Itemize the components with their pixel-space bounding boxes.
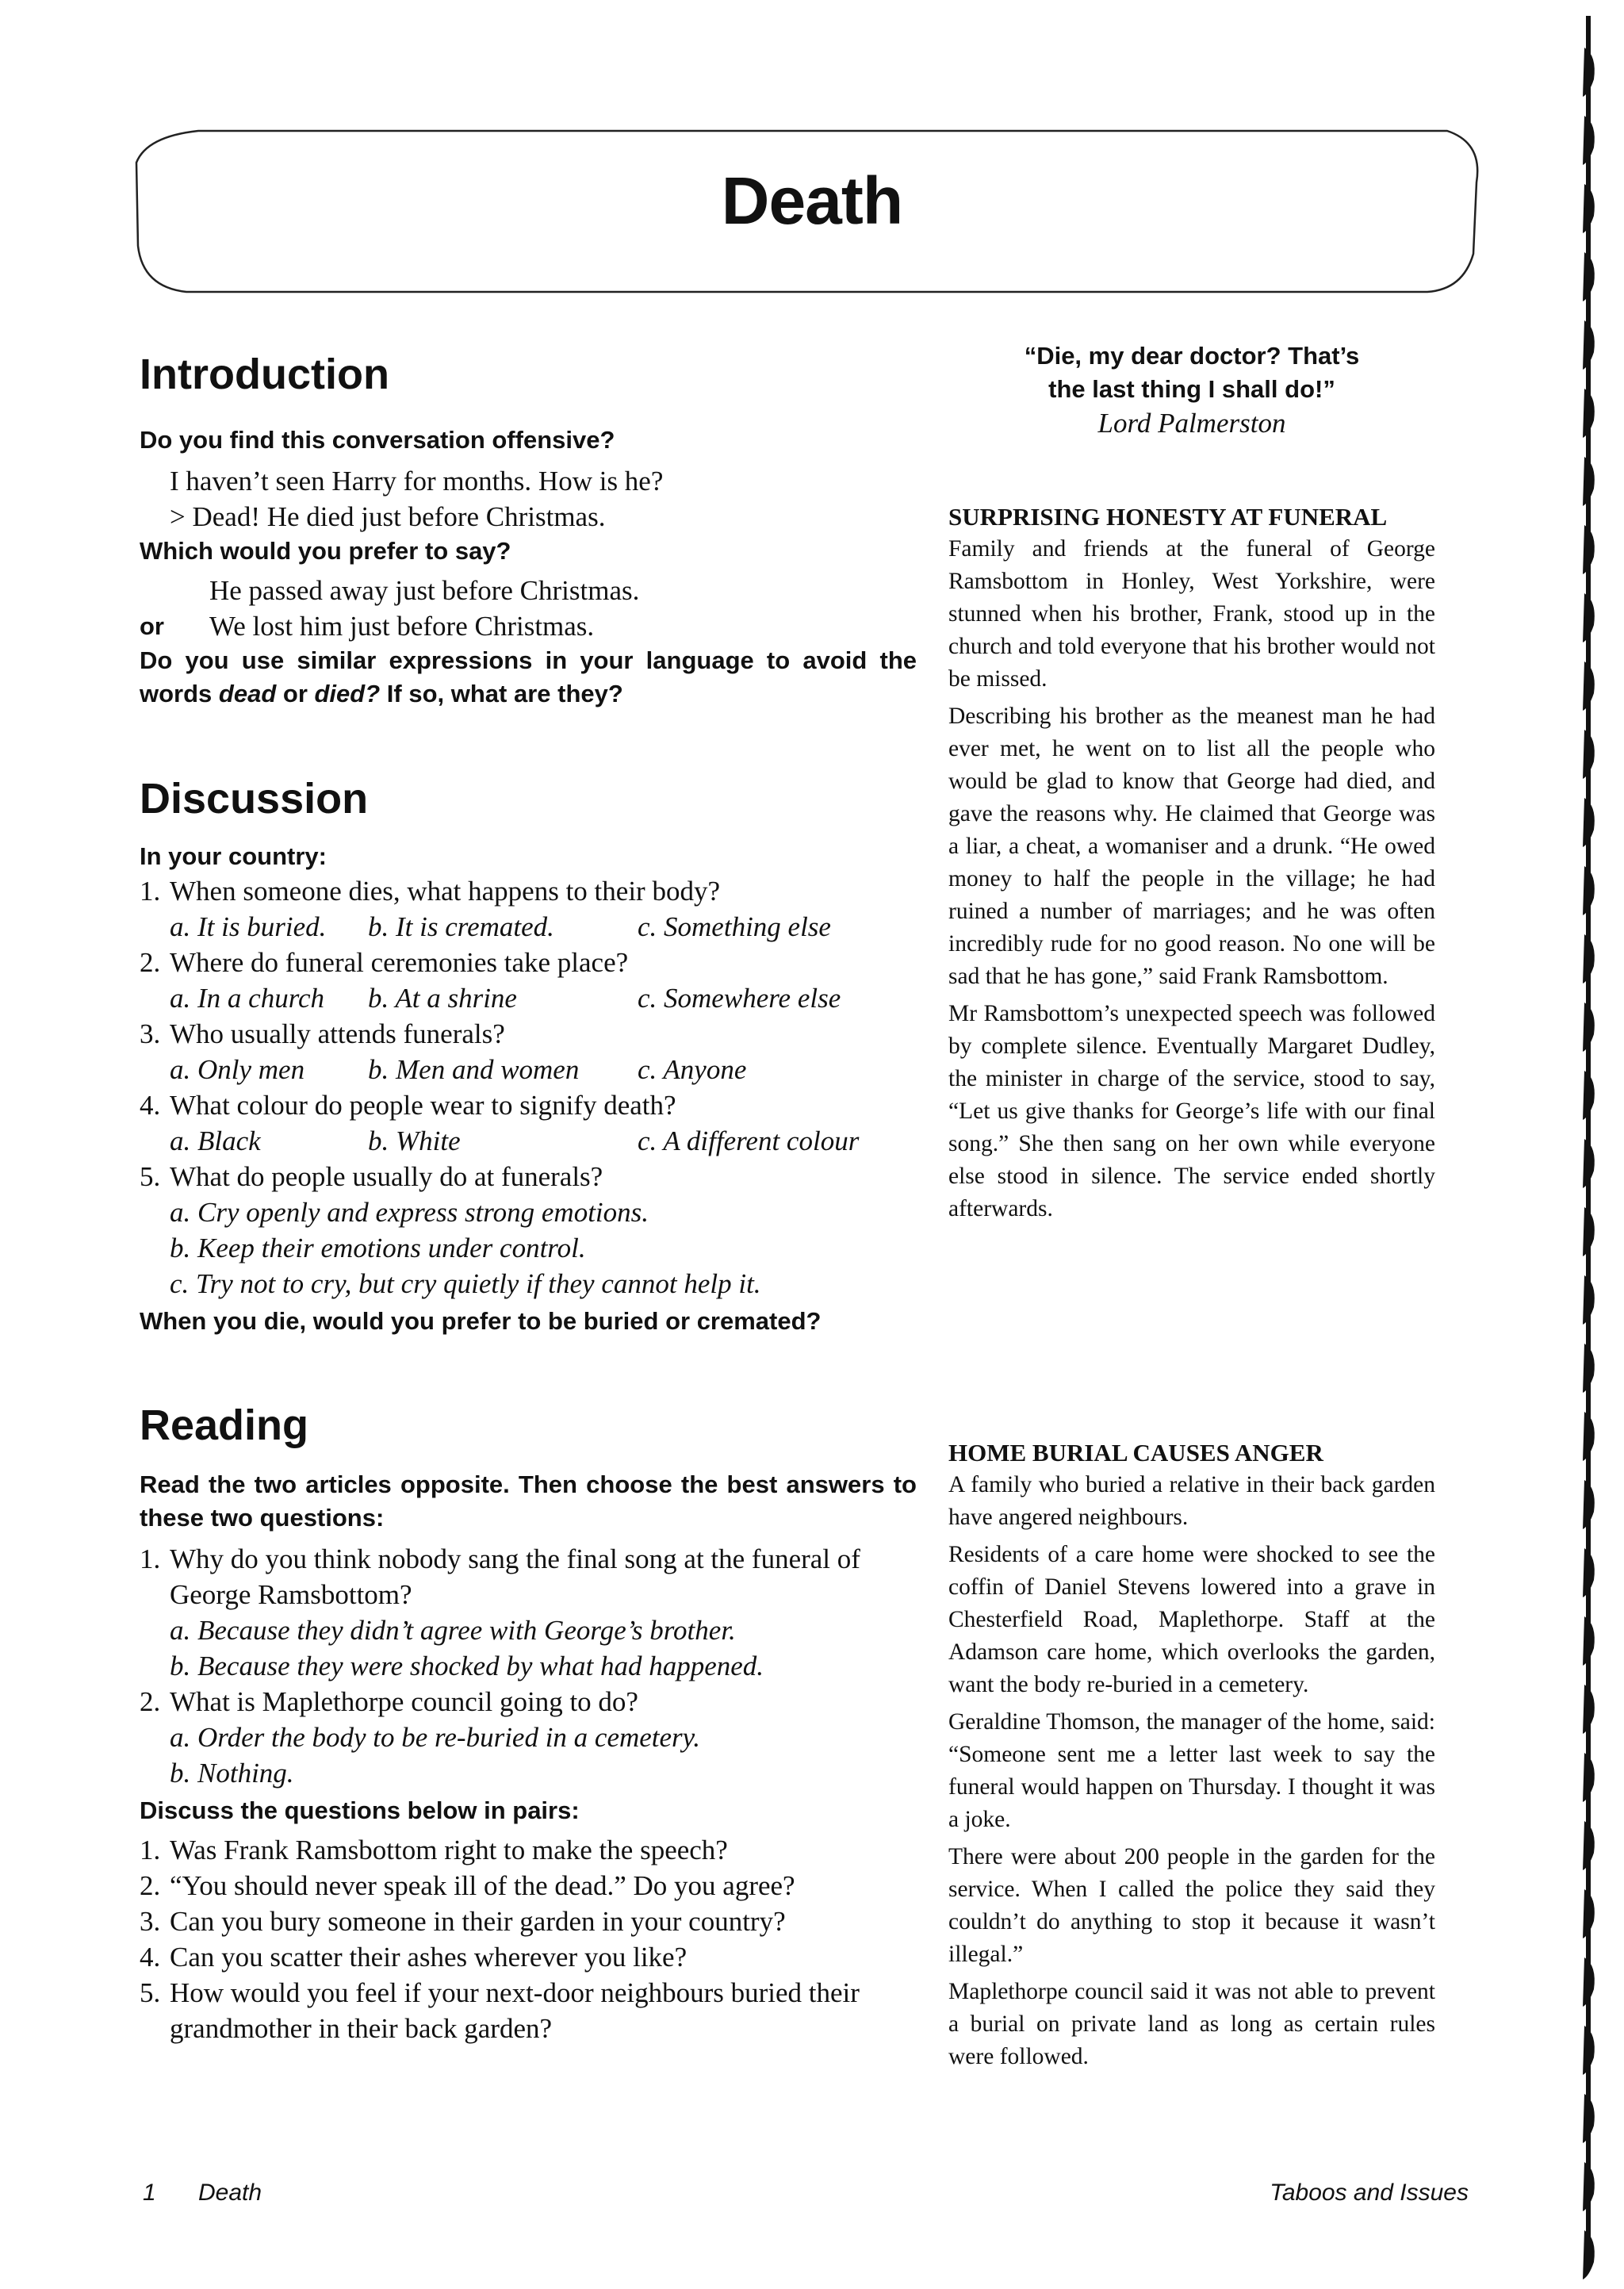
pair-question bbox=[140, 1904, 917, 1939]
answer-option: a. It is buried. bbox=[170, 911, 327, 942]
binding-tooth bbox=[1583, 252, 1595, 301]
article-paragraph: A family who buried a relative in their back garden have angered neighbours. bbox=[948, 1472, 1435, 1530]
question-number: 3. bbox=[140, 1018, 161, 1049]
question-text: Why do you think nobody sang the final song at the funeral of George Ramsbottom? bbox=[170, 1543, 860, 1610]
answer-option: a. Order the body to be re-buried in a cemetery. bbox=[170, 1722, 701, 1753]
binding-tooth bbox=[1583, 1139, 1595, 1188]
binding-tooth bbox=[1583, 1344, 1595, 1393]
binding-tooth bbox=[1583, 866, 1595, 915]
binding-tooth bbox=[1583, 2094, 1595, 2143]
binding-tooth bbox=[1583, 593, 1595, 642]
binding-tooth bbox=[1583, 48, 1595, 97]
answer-option: c. Something else bbox=[638, 911, 831, 942]
reading-heading: Reading bbox=[140, 1401, 309, 1449]
question-text: What do people usually do at funerals? bbox=[170, 1161, 603, 1192]
question-text: Where do funeral ceremonies take place? bbox=[170, 947, 629, 978]
answer-options bbox=[140, 980, 917, 1016]
article-paragraph: There were about 200 people in the garden for the service. When I called the police they said they couldn’t do anything to stop it because it wasn’t illegal.” bbox=[948, 1844, 1435, 1967]
answer-option: b. Keep their emotions under control. bbox=[170, 1233, 586, 1263]
discussion-question bbox=[140, 1016, 917, 1052]
answer-option: a. Cry openly and express strong emotions. bbox=[170, 1197, 649, 1228]
answer-option: c. Anyone bbox=[638, 1054, 747, 1085]
discussion-list bbox=[140, 873, 917, 1302]
article-paragraph: Geraldine Thomson, the manager of the home, said: “Someone sent me a letter last week to say the funeral would happen on Thursday. I thought it was a joke. bbox=[948, 1709, 1435, 1832]
pair-question bbox=[140, 1975, 917, 2046]
question-number: 5. bbox=[140, 1977, 161, 2008]
pair-question bbox=[140, 1868, 917, 1904]
discussion-question bbox=[140, 945, 917, 980]
binding-tooth bbox=[1583, 1275, 1595, 1325]
reading-questions bbox=[140, 1541, 917, 1791]
reading-question bbox=[140, 1541, 917, 1612]
discussion-question bbox=[140, 1159, 917, 1194]
binding-tooth bbox=[1583, 798, 1595, 847]
answer-option: b. Nothing. bbox=[170, 1758, 294, 1789]
dialogue-line-1: I haven’t seen Harry for months. How is he? bbox=[170, 466, 664, 497]
reading-question bbox=[140, 1684, 917, 1720]
binding-tooth bbox=[1583, 525, 1595, 574]
binding-tooth bbox=[1583, 1071, 1595, 1120]
question-text: Was Frank Ramsbottom right to make the speech? bbox=[170, 1835, 728, 1865]
reading-instruction: Read the two articles opposite. Then choose the best answers to these two questions: bbox=[140, 1470, 917, 1532]
binding-tooth bbox=[1583, 2026, 1595, 2075]
binding-tooth bbox=[1583, 1821, 1595, 1870]
article-paragraph: Mr Ramsbottom’s unexpected speech was followed by complete silence. Eventually Margaret Dudley, the minister in charge of the service, stood to say, “Let us give thanks for George’s life with our final song.” She then sang on her own while everyone else stood in silence. The service ended shortly afterwards. bbox=[948, 1001, 1435, 1221]
binding-tooth bbox=[1583, 457, 1595, 506]
binding-tooth bbox=[1583, 2230, 1595, 2279]
intro-question-1: Do you find this conversation offensive? bbox=[140, 426, 615, 454]
binding-tooth bbox=[1583, 1753, 1595, 1802]
quote-line-1: “Die, my dear doctor? That’s bbox=[1024, 342, 1360, 370]
footer-page-number: 1 bbox=[143, 2180, 156, 2206]
question-number: 1. bbox=[140, 876, 161, 907]
answer-option: c. A different colour bbox=[638, 1125, 860, 1156]
binding-tooth bbox=[1583, 1548, 1595, 1597]
page-title: Death bbox=[721, 163, 903, 238]
binding-tooth bbox=[1583, 1685, 1595, 1734]
alternative-2: We lost him just before Christmas. bbox=[209, 611, 595, 642]
article-paragraph: Family and friends at the funeral of George Ramsbottom in Honley, West Yorkshire, were stunned when his brother, Frank, stood up in the church and told everyone that his brother would not be missed. bbox=[948, 536, 1435, 692]
answer-option: b. It is cremated. bbox=[368, 911, 554, 942]
discussion-question bbox=[140, 1087, 917, 1123]
question-number: 4. bbox=[140, 1942, 161, 1973]
pairs-list bbox=[140, 1832, 917, 2046]
or-label: or bbox=[140, 612, 164, 640]
binding-tooth bbox=[1583, 116, 1595, 165]
pair-question bbox=[140, 1939, 917, 1975]
question-text: What is Maplethorpe council going to do? bbox=[170, 1686, 638, 1717]
discussion-heading: Discussion bbox=[140, 775, 369, 822]
answer-options bbox=[140, 1052, 917, 1087]
pairs-heading: Discuss the questions below in pairs: bbox=[140, 1796, 580, 1824]
article-paragraph: Residents of a care home were shocked to see the coffin of Daniel Stevens lowered into a grave in Chesterfield Road, Maplethorpe. Staff at the Adamson care home, which overlooks the garden, want the body re-buried in a cemetery. bbox=[948, 1542, 1435, 1697]
footer-chapter-title: Death bbox=[198, 2180, 262, 2206]
footer-book-title: Taboos and Issues bbox=[1270, 2180, 1469, 2206]
binding-tooth bbox=[1583, 1957, 1595, 2007]
answer-options bbox=[140, 909, 917, 945]
answer-option: b. Men and women bbox=[368, 1054, 580, 1085]
answer-option: a. Because they didn’t agree with George’s brother. bbox=[170, 1615, 736, 1646]
introduction-section bbox=[140, 349, 917, 711]
answer-options bbox=[140, 1123, 917, 1159]
article-1-body bbox=[948, 533, 1435, 1225]
answer-option: b. At a shrine bbox=[368, 983, 517, 1014]
article-2-headline: HOME BURIAL CAUSES ANGER bbox=[948, 1439, 1323, 1467]
article-home-burial bbox=[948, 1437, 1435, 2078]
question-text: “You should never speak ill of the dead.” Do you agree? bbox=[170, 1870, 795, 1901]
binding-tooth bbox=[1583, 1412, 1595, 1461]
question-number: 2. bbox=[140, 1686, 161, 1717]
quote-block bbox=[948, 339, 1435, 441]
binding-edge-decoration bbox=[1561, 0, 1624, 2289]
binding-tooth bbox=[1583, 661, 1595, 711]
question-number: 5. bbox=[140, 1161, 161, 1192]
question-number: 1. bbox=[140, 1543, 161, 1574]
reading-section bbox=[140, 1400, 917, 2046]
question-number: 1. bbox=[140, 1835, 161, 1865]
question-text: How would you feel if your next-door neighbours buried their grandmother in their back garden? bbox=[170, 1977, 860, 2044]
question-text: Who usually attends funerals? bbox=[170, 1018, 505, 1049]
dialogue-line-2: > Dead! He died just before Christmas. bbox=[170, 501, 606, 532]
title-banner-frame bbox=[0, 0, 1624, 317]
answer-option: c. Try not to cry, but cry quietly if they cannot help it. bbox=[170, 1268, 761, 1299]
alternative-1: He passed away just before Christmas. bbox=[209, 575, 640, 606]
quote-author: Lord Palmerston bbox=[1097, 408, 1286, 439]
article-paragraph: Maplethorpe council said it was not able to prevent a burial on private land as long as certain rules were followed. bbox=[948, 1979, 1435, 2069]
discussion-section bbox=[140, 773, 917, 1338]
intro-question-2: Which would you prefer to say? bbox=[140, 537, 511, 565]
question-number: 2. bbox=[140, 947, 161, 978]
question-number: 3. bbox=[140, 1906, 161, 1937]
answer-option: b. Because they were shocked by what had happened. bbox=[170, 1651, 764, 1681]
question-text: Can you scatter their ashes wherever you like? bbox=[170, 1942, 688, 1973]
binding-tooth bbox=[1583, 2162, 1595, 2211]
article-2-body bbox=[948, 1469, 1435, 2073]
article-paragraph: Describing his brother as the meanest man he had ever met, he went on to list all the people who would be glad to know that George had died, and gave the reasons why. He claimed that George was a liar, a cheat, a womaniser and a drunk. “He owed money to half the people in the village; he had ruined a number of marriages; and he was often incredibly rude for no good reason. No one will be sad that he has gone,” said Frank Ramsbottom. bbox=[948, 704, 1435, 989]
binding-tooth bbox=[1583, 1889, 1595, 1938]
question-number: 4. bbox=[140, 1090, 161, 1121]
binding-tooth bbox=[1583, 1003, 1595, 1052]
binding-tooth bbox=[1583, 1616, 1595, 1666]
binding-tooth bbox=[1583, 934, 1595, 983]
binding-tooth bbox=[1583, 730, 1595, 779]
introduction-heading: Introduction bbox=[140, 351, 389, 398]
question-number: 2. bbox=[140, 1870, 161, 1901]
discussion-subhead: In your country: bbox=[140, 842, 327, 870]
binding-tooth bbox=[1583, 184, 1595, 233]
binding-tooth bbox=[1583, 1207, 1595, 1256]
answer-option: b. White bbox=[368, 1125, 461, 1156]
question-text: Can you bury someone in their garden in your country? bbox=[170, 1906, 786, 1937]
question-text: When someone dies, what happens to their body? bbox=[170, 876, 720, 907]
answer-option: a. Only men bbox=[170, 1054, 305, 1085]
discussion-question bbox=[140, 873, 917, 909]
discussion-closing-question: When you die, would you prefer to be buried or cremated? bbox=[140, 1307, 822, 1335]
quote-line-2: the last thing I shall do!” bbox=[1048, 375, 1335, 403]
binding-tooth bbox=[1583, 1480, 1595, 1529]
answer-option: a. In a church bbox=[170, 983, 325, 1014]
answer-option: a. Black bbox=[170, 1125, 261, 1156]
answer-option: c. Somewhere else bbox=[638, 983, 841, 1014]
binding-tooth bbox=[1583, 320, 1595, 370]
article-surprising-honesty bbox=[948, 501, 1435, 1230]
article-1-headline: SURPRISING HONESTY AT FUNERAL bbox=[948, 503, 1388, 531]
pair-question bbox=[140, 1832, 917, 1868]
question-text: What colour do people wear to signify death? bbox=[170, 1090, 676, 1121]
binding-tooth bbox=[1583, 389, 1595, 438]
intro-question-3: Do you use similar expressions in your language to avoid the words dead or died? If so, what are they? bbox=[140, 646, 917, 707]
